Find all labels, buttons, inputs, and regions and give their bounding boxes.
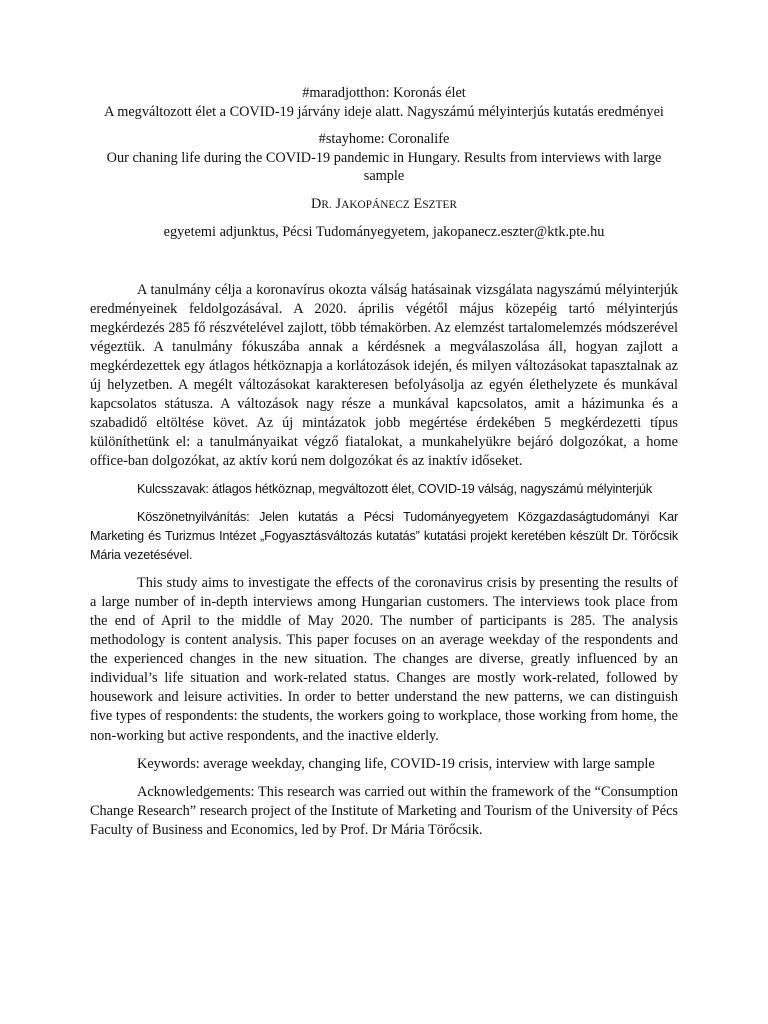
- title-hu-main: A megváltozott élet a COVID-19 járvány ideje alatt. Nagyszámú mélyinterjús kutatás eredményei: [104, 103, 664, 120]
- keywords-en: Keywords: average weekday, changing life, COVID-19 crisis, interview with large sample: [137, 755, 655, 772]
- keywords-hu: Kulcsszavak: átlagos hétköznap, megváltozott élet, COVID-19 válság, nagyszámú mélyinterjúk: [137, 481, 652, 496]
- title-hu-hashtag: #maradjotthon: Koronás élet: [302, 85, 466, 101]
- abstract-hu: A tanulmány célja a koronavírus okozta válság hatásainak vizsgálata nagyszámú mélyinterjúk eredményeinek feldolgozásával. A 2020. április végétől május közepéig tartó mélyinterjús megkérdezés 285 fő részvételével zajlott, több témakörben. Az elemzést tartalomelemzés módszerével végeztük. A tanulmány fókuszába annak a kérdésnek a megválaszolása áll, hogyan zajlott a megkérdezettek egy átlagos hétköznapja a korlátozások idején, és milyen változásokat tapasztalnak az új helyzetben. A megélt változásokat karakteresen befolyásolja az egyén élethelyzete és munkával kapcsolatos státusza. A változások nagy része a munkával kapcsolatos, amit a házimunka és a szabadidő eltöltése követ. Az új mintázatok jobb megértése érdekében 5 megkérdezetti típus különíthetünk el: a tanulmányaikat végző fiatalokat, a munkahelyükre bejáró dolgozókat, a home office-ban dolgozókat, az aktív korú nem dolgozókat és az inaktív időseket.: [90, 281, 678, 469]
- author-name: DR. JAKOPÁNECZ ESZTER: [310, 195, 458, 212]
- author-affiliation: egyetemi adjunktus, Pécsi Tudományegyetem, jakopanecz.eszter@ktk.pte.hu: [163, 224, 605, 240]
- title-en-hashtag: #stayhome: Coronalife: [318, 131, 450, 147]
- abstract-en: This study aims to investigate the effects of the coronavirus crisis by presenting the results of a large number of in-depth interviews among Hungarian customers. The interviews took place from the end of April to the middle of May 2020. The number of participants is 285. The analysis methodology is content analysis. This paper focuses on an average weekday of the respondents and the experienced changes in the new situation. The changes are diverse, greatly influenced by an individual’s life situation and work-related status. Changes are mostly work-related, followed by housework and leisure activities. In order to better understand the new patterns, we can distinguish five types of respondents: the students, the workers going to workplace, those working from home, the non-working but active respondents, and the inactive elderly.: [90, 575, 678, 744]
- paper-page: [90, 84, 678, 840]
- acknowledgement-en: Acknowledgements: This research was carried out within the framework of the “Consumption Change Research” research project of the Institute of Marketing and Tourism of the University of Pécs Faculty of Business and Economics, led by Prof. Dr Mária Törőcsik.: [90, 783, 678, 838]
- acknowledgement-hu: Köszönetnyilvánítás: Jelen kutatás a Pécsi Tudományegyetem Közgazdaságtudományi Kar Marketing és Turizmus Intézet „Fogyasztásváltozás kutatás” kutatási projekt keretében készült Dr. Törőcsik Mária vezetésével.: [90, 510, 678, 563]
- title-en-main: Our chaning life during the COVID-19 pandemic in Hungary. Results from interviews with large sample: [106, 149, 662, 184]
